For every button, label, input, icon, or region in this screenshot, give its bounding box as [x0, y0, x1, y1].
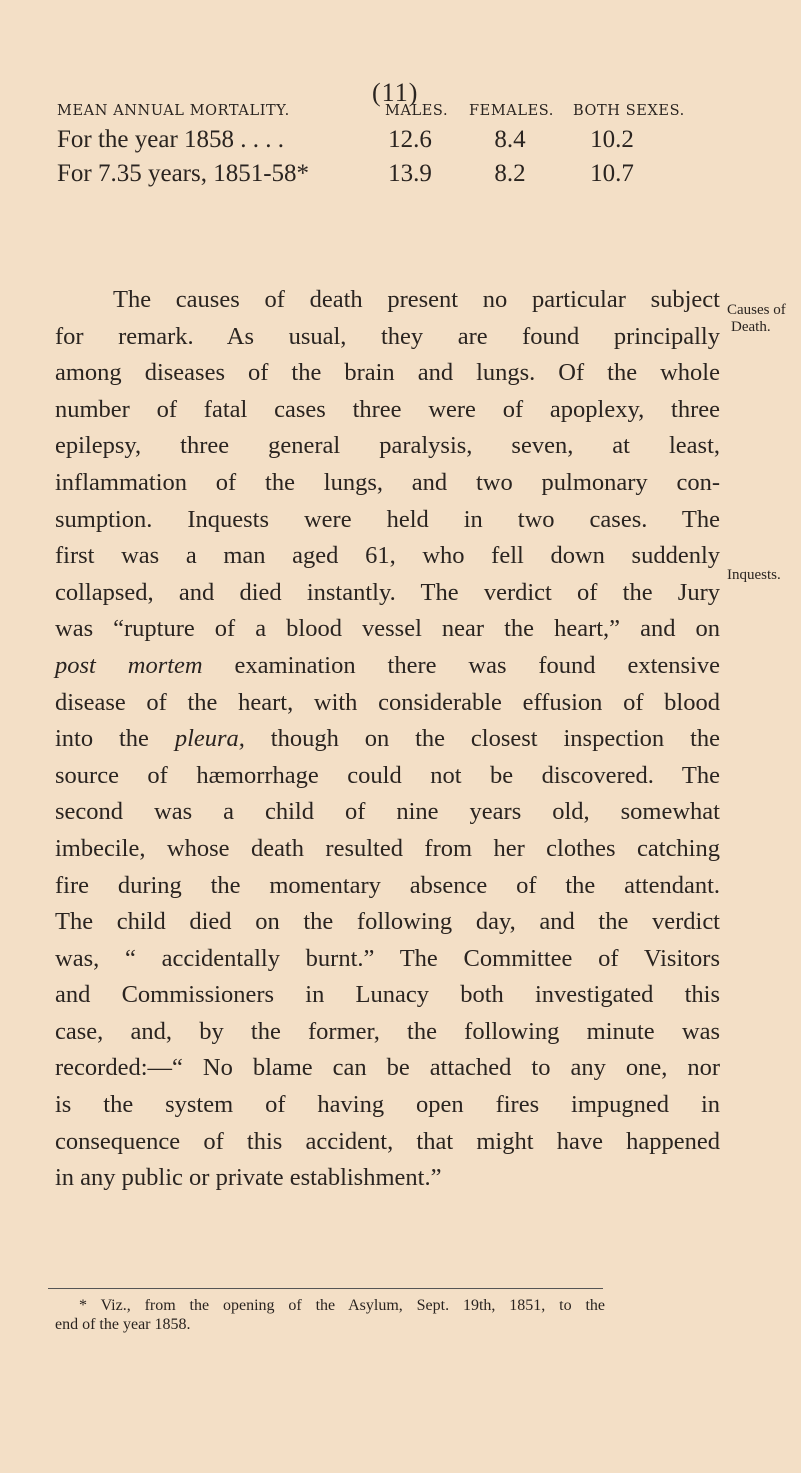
text-segment: epilepsy, three general paralysis, seven, at least,	[55, 432, 720, 460]
paragraph-line	[55, 428, 720, 465]
margin-note-causes	[727, 302, 786, 336]
paragraph-line	[55, 1087, 720, 1124]
text-segment: case, and, by the former, the following minute was	[55, 1017, 720, 1045]
paragraph-line	[55, 1160, 720, 1197]
paragraph-line	[55, 465, 720, 502]
text-segment: among diseases of the brain and lungs. Of the whole	[55, 359, 720, 387]
paragraph-line	[55, 319, 720, 356]
table-cell-males: 13.9	[388, 160, 432, 187]
paragraph-line	[55, 502, 720, 539]
footnote-line: * Viz., from the opening of the Asylum, Sept. 19th, 1851, to the	[79, 1297, 605, 1314]
page-number: (11)	[372, 78, 419, 107]
table-header-title: MEAN ANNUAL MORTALITY.	[57, 103, 290, 119]
text-segment: source of hæmorrhage could not be discovered. The	[55, 761, 720, 789]
text-segment: for remark. As usual, they are found principally	[55, 322, 720, 350]
table-cell-females: 8.2	[494, 160, 526, 187]
italic-text: pleura,	[174, 725, 245, 753]
text-segment: is the system of having open fires impugned in	[55, 1091, 720, 1119]
text-segment: in any public or private establishment.”	[55, 1164, 442, 1192]
paragraph-line	[55, 611, 720, 648]
text-segment: number of fatal cases three were of apoplexy, three	[55, 395, 720, 423]
footnote	[55, 1296, 605, 1334]
table-row-label: For 7.35 years, 1851-58*	[57, 160, 310, 187]
table-cell-males: 12.6	[388, 126, 432, 153]
paragraph-line	[55, 1014, 720, 1051]
table-cell-both: 10.7	[590, 160, 634, 187]
paragraph-line	[55, 575, 720, 612]
text-segment: was, “ accidentally burnt.” The Committee of Visitors	[55, 944, 720, 972]
paragraph-line	[55, 685, 720, 722]
table-row-label: For the year 1858 . . . .	[57, 126, 285, 153]
text-segment: was “rupture of a blood vessel near the heart,” and on	[55, 615, 720, 643]
paragraph-line	[55, 941, 720, 978]
text-segment: though on the closest inspection the	[244, 725, 720, 753]
table-header-females: FEMALES.	[469, 103, 555, 119]
paragraph-line	[55, 831, 720, 868]
footnote-divider	[48, 1288, 603, 1289]
text-segment: first was a man aged 61, who fell down suddenly	[55, 542, 720, 570]
text-segment: disease of the heart, with considerable effusion of blood	[55, 688, 720, 716]
text-segment: and Commissioners in Lunacy both investigated this	[55, 981, 720, 1009]
italic-text: post mortem	[55, 651, 203, 679]
paragraph-line	[55, 282, 720, 319]
paragraph-line	[55, 904, 720, 941]
paragraph-line	[55, 392, 720, 429]
text-segment: The child died on the following day, and the verdict	[55, 908, 720, 936]
paragraph-line	[55, 977, 720, 1014]
text-segment: consequence of this accident, that might have happened	[55, 1127, 720, 1155]
table-cell-both: 10.2	[590, 126, 634, 153]
paragraph-line	[55, 721, 720, 758]
text-segment: sumption. Inquests were held in two cases. The	[55, 505, 720, 533]
paragraph-line	[55, 538, 720, 575]
text-segment: imbecile, whose death resulted from her clothes catching	[55, 834, 720, 862]
text-segment: The causes of death present no particular subject	[113, 286, 720, 313]
paragraph-line	[55, 794, 720, 831]
paragraph-line	[55, 1124, 720, 1161]
text-segment: inflammation of the lungs, and two pulmonary con-	[55, 468, 720, 496]
paragraph-line	[55, 758, 720, 795]
paragraph-line	[55, 868, 720, 905]
table-cell-females: 8.4	[494, 126, 526, 153]
margin-note-line: Causes of	[727, 302, 786, 318]
margin-note-line: Death.	[731, 319, 771, 335]
text-segment: recorded:—“ No blame can be attached to any one, nor	[55, 1054, 720, 1082]
paragraph-line	[55, 648, 720, 685]
text-segment: into the	[55, 725, 175, 753]
text-segment: second was a child of nine years old, somewhat	[55, 798, 720, 826]
text-segment: examination there was found extensive	[202, 651, 720, 679]
body-paragraph	[55, 282, 720, 1197]
text-segment: fire during the momentary absence of the attendant.	[55, 871, 720, 899]
text-segment: collapsed, and died instantly. The verdict of the Jury	[55, 578, 720, 606]
footnote-line: end of the year 1858.	[55, 1316, 191, 1333]
margin-note-inquests: Inquests.	[727, 567, 781, 583]
table-header-males: MALES.	[385, 103, 449, 119]
paragraph-line	[55, 1050, 720, 1087]
table-header-both: BOTH SEXES.	[573, 103, 685, 119]
paragraph-line	[55, 355, 720, 392]
